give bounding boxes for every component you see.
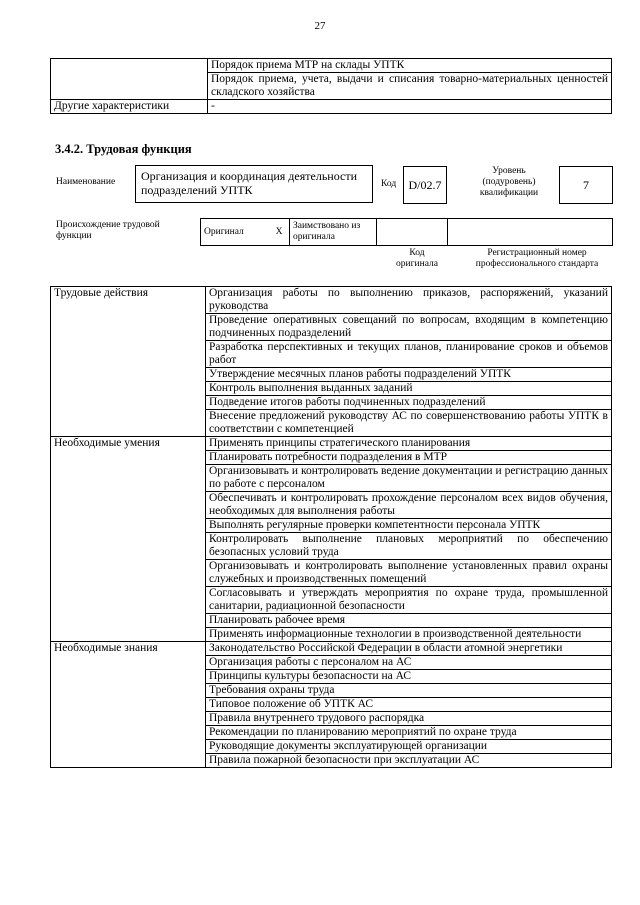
name-label: Наименование — [56, 177, 116, 187]
function-name-box: Организация и координация деятельности подразделений УПТК — [135, 165, 373, 203]
original-label: Оригинал — [201, 219, 270, 246]
item-cell: Выполнять регулярные проверки компетентности персонала УПТК — [206, 519, 612, 533]
top-table-value-cell: - — [208, 100, 612, 114]
item-cell: Организация работы по выполнению приказов, распоряжений, указаний руководства — [206, 287, 612, 314]
item-cell: Организация работы с персоналом на АС — [206, 656, 612, 670]
item-cell: Организовывать и контролировать выполнение установленных правил охраны служебных и производственных помещений — [206, 560, 612, 587]
section-label-cell: Трудовые действия — [51, 287, 206, 437]
item-cell: Организовывать и контролировать ведение документации и регистрацию данных по работе с персоналом — [206, 465, 612, 492]
function-code-box: D/02.7 — [403, 166, 447, 204]
item-cell: Разработка перспективных и текущих планов, планирование сроков и объемов работ — [206, 341, 612, 368]
main-table — [50, 286, 612, 768]
item-cell: Проведение оперативных совещаний по вопросам, входящим в компетенцию подчиненных подразделений — [206, 314, 612, 341]
top-continuation-table — [50, 58, 612, 114]
item-cell: Законодательство Российской Федерации в области атомной энергетики — [206, 642, 612, 656]
level-label: Уровень (подуровень) квалификации — [479, 166, 539, 198]
item-cell: Руководящие документы эксплуатирующей организации — [206, 740, 612, 754]
item-cell: Применять информационные технологии в производственной деятельности — [206, 628, 612, 642]
section-title: 3.4.2. Трудовая функция — [55, 142, 192, 156]
item-cell: Контролировать выполнение плановых мероприятий по обеспечению безопасных условий труда — [206, 533, 612, 560]
item-cell: Обеспечивать и контролировать прохождение персоналом всех видов обучения, необходимых для выполнения работы — [206, 492, 612, 519]
item-cell: Принципы культуры безопасности на АС — [206, 670, 612, 684]
code-label: Код — [381, 179, 397, 189]
section-label-cell: Необходимые умения — [51, 437, 206, 642]
item-cell: Рекомендации по планированию мероприятий по охране труда — [206, 726, 612, 740]
item-cell: Типовое положение об УПТК АС — [206, 698, 612, 712]
top-table-value-cell: Порядок приема, учета, выдачи и списания товарно-материальных ценностей складского хозяйства — [208, 73, 612, 100]
origin-reg-cell — [448, 219, 613, 246]
origin-table — [200, 218, 613, 246]
item-cell: Утверждение месячных планов работы подразделений УПТК — [206, 368, 612, 382]
item-cell: Планировать потребности подразделения в МТР — [206, 451, 612, 465]
item-cell: Планировать рабочее время — [206, 614, 612, 628]
original-mark: X — [269, 219, 290, 246]
item-cell: Согласовывать и утверждать мероприятия по охране труда, промышленной санитарии, радиационной безопасности — [206, 587, 612, 614]
origin-code-cell — [377, 219, 448, 246]
top-table-label-cell — [51, 59, 208, 73]
item-cell: Применять принципы стратегического планирования — [206, 437, 612, 451]
borrowed-label: Заимствовано из оригинала — [290, 219, 377, 246]
section-label-cell: Необходимые знания — [51, 642, 206, 768]
item-cell: Правила пожарной безопасности при эксплуатации АС — [206, 754, 612, 768]
item-cell: Правила внутреннего трудового распорядка — [206, 712, 612, 726]
table-row — [51, 287, 612, 314]
level-box: 7 — [559, 166, 613, 204]
reg-caption: Регистрационный номер профессионального стандарта — [475, 248, 599, 269]
table-row — [51, 642, 612, 656]
top-table-label-cell: Другие характеристики — [51, 100, 208, 114]
top-table-row — [51, 100, 612, 114]
item-cell: Подведение итогов работы подчиненных подразделений — [206, 396, 612, 410]
top-table-row — [51, 59, 612, 73]
page-number: 27 — [314, 20, 326, 32]
top-table-label-cell — [51, 73, 208, 100]
table-row — [51, 437, 612, 451]
origin-label: Происхождение трудовой функции — [56, 220, 160, 241]
top-table-value-cell: Порядок приема МТР на склады УПТК — [208, 59, 612, 73]
top-table-row — [51, 73, 612, 100]
item-cell: Контроль выполнения выданных заданий — [206, 382, 612, 396]
item-cell: Требования охраны труда — [206, 684, 612, 698]
item-cell: Внесение предложений руководству АС по совершенствованию работы УПТК в соответствии с компетенцией — [206, 410, 612, 437]
code-caption: Код оригинала — [396, 248, 438, 269]
